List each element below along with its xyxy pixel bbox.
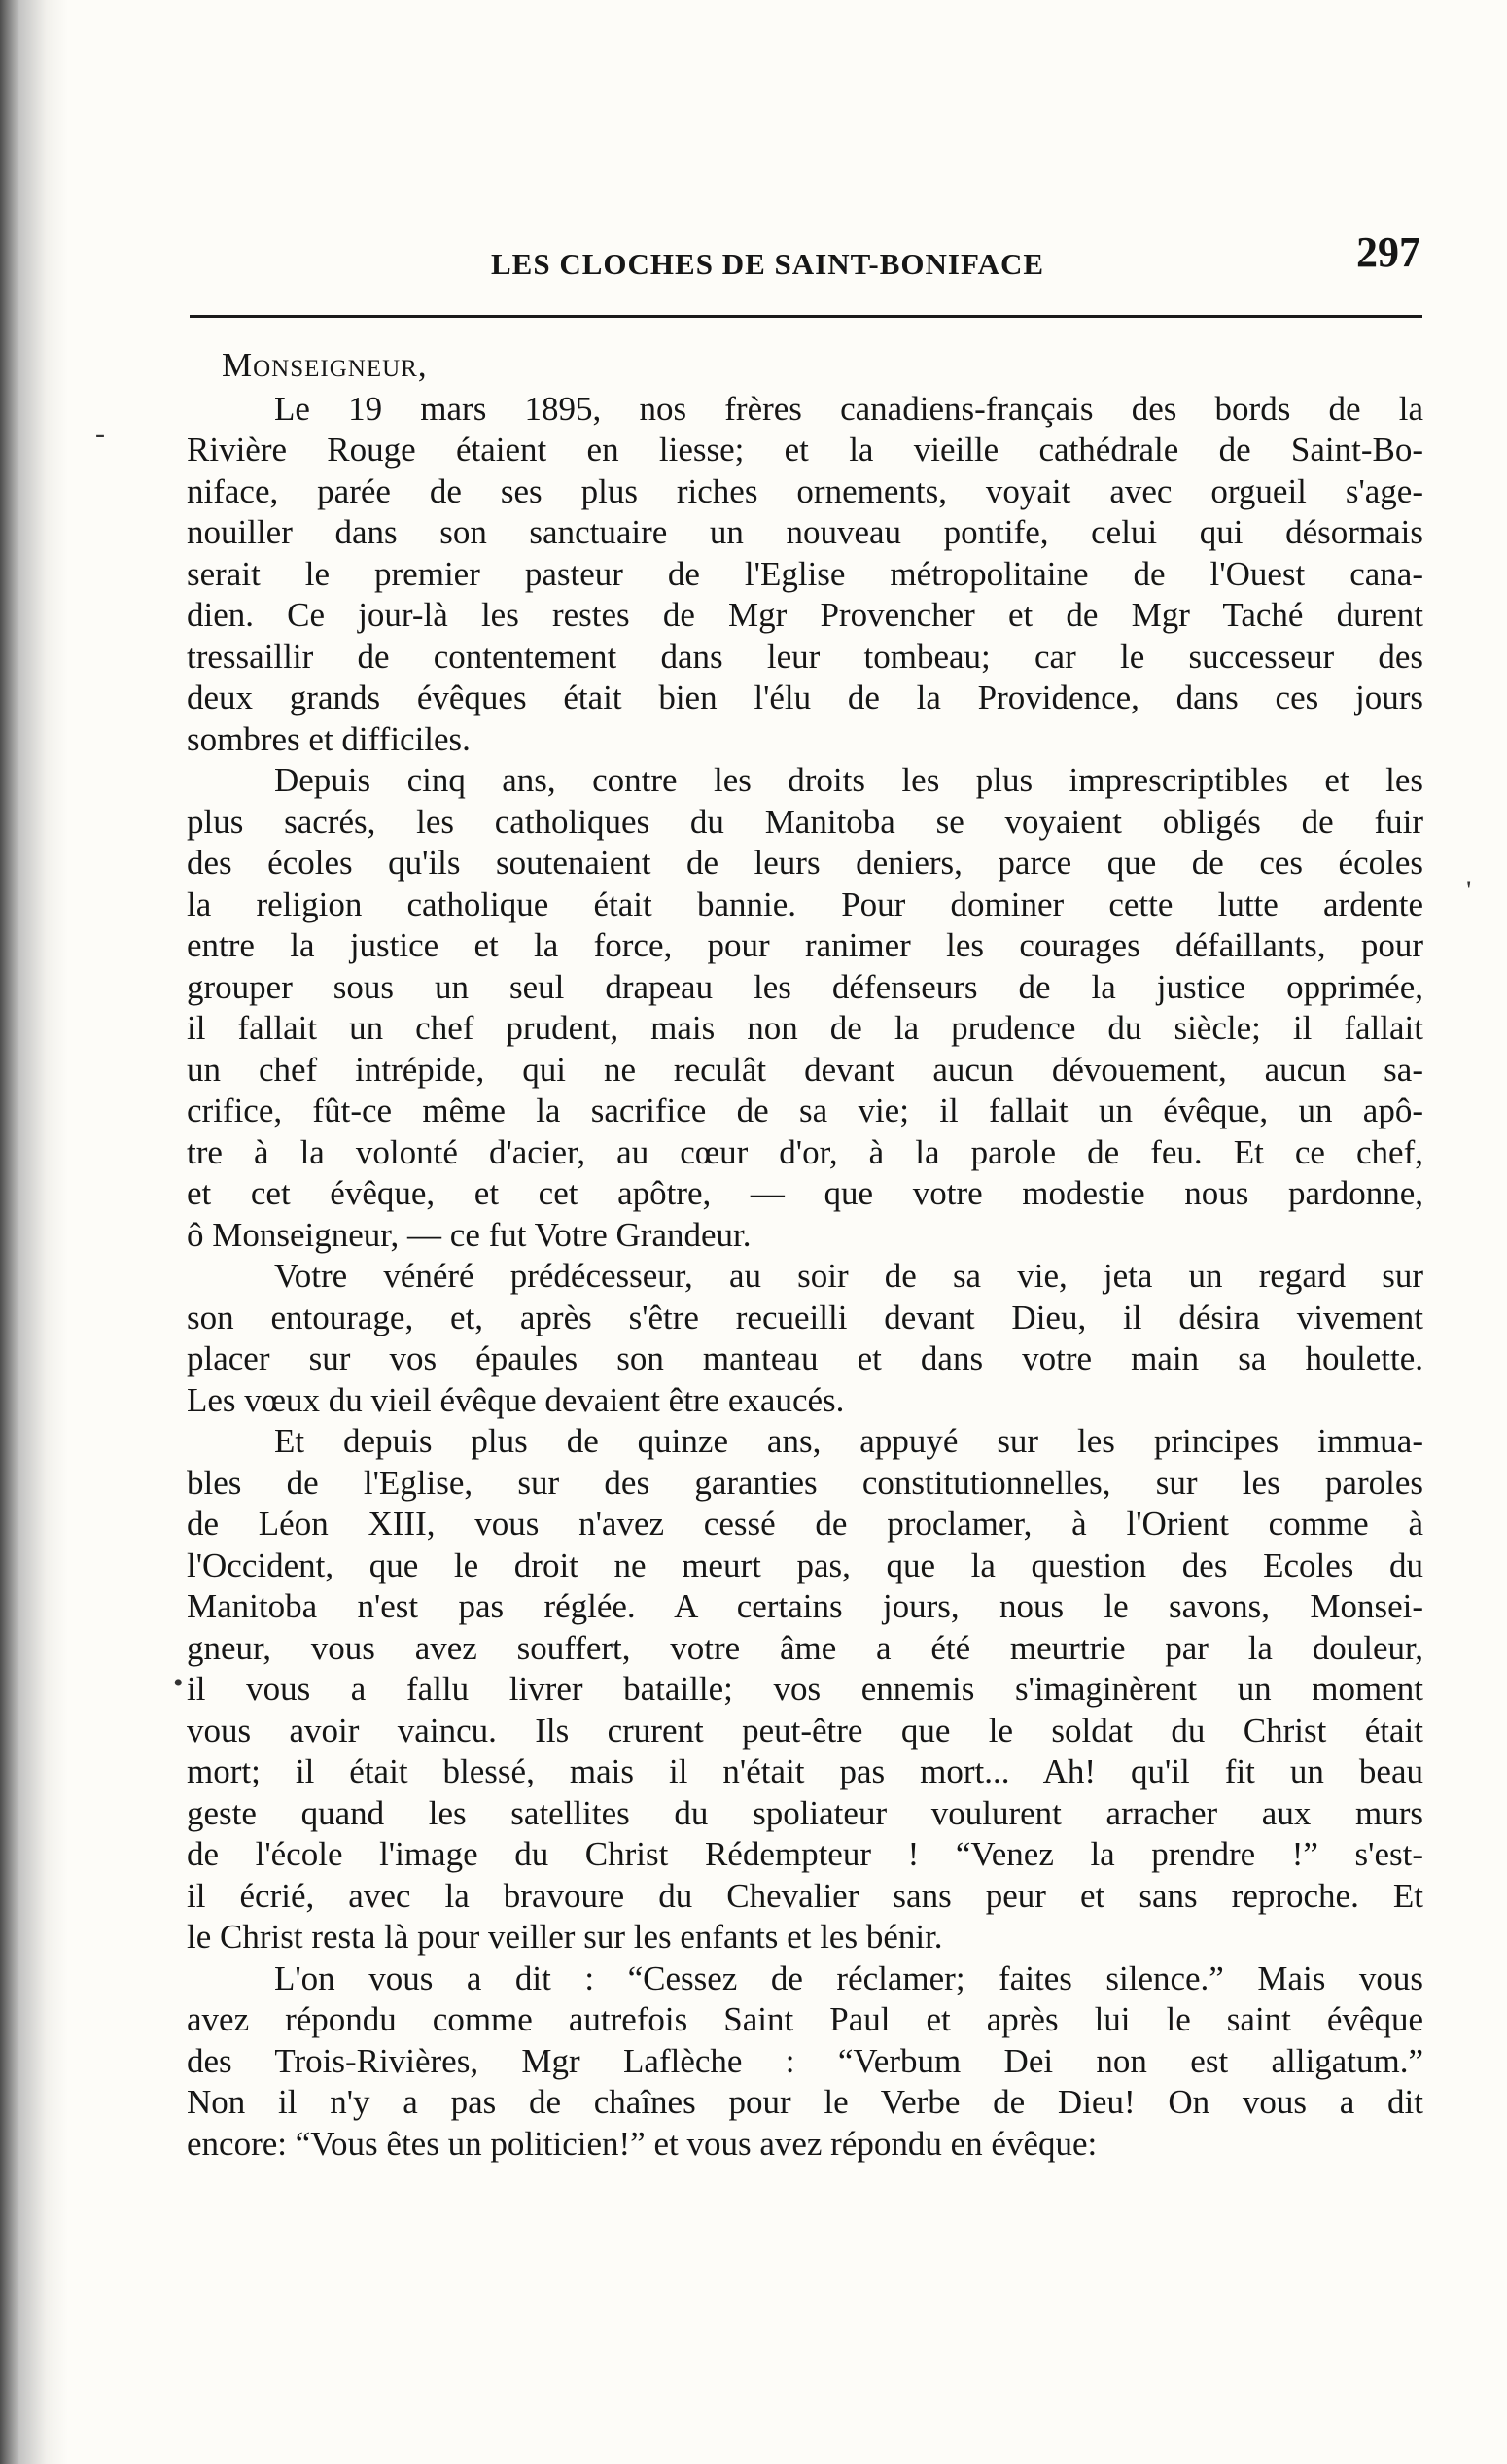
text-line: crifice, fût-ce même la sacrifice de sa vie; il fallait un évêque, un apô- [187, 1092, 1423, 1129]
text-line: Et depuis plus de quinze ans, appuyé sur les principes immua- [274, 1422, 1423, 1460]
text-line: il fallait un chef prudent, mais non de la prudence du siècle; il fallait [187, 1009, 1423, 1047]
text-line: dien. Ce jour-là les restes de Mgr Provencher et de Mgr Taché durent [187, 596, 1423, 634]
text-line: geste quand les satellites du spoliateur voulurent arracher aux murs [187, 1793, 1423, 1832]
text-line: entre la justice et la force, pour ranimer les courages défaillants, pour [187, 926, 1423, 964]
running-title: LES CLOCHES DE SAINT-BONIFACE [491, 247, 1045, 281]
text-line: avez répondu comme autrefois Saint Paul et après lui le saint évêque [187, 2000, 1423, 2038]
header-rule [190, 315, 1422, 318]
text-line: tre à la volonté d'acier, au cœur d'or, à la parole de feu. Et ce chef, [187, 1132, 1423, 1171]
text-line: le Christ resta là pour veiller sur les enfants et les bénir. [187, 1918, 943, 1956]
text-line: des Trois-Rivières, Mgr Laflèche : “Verbum Dei non est alligatum.” [187, 2041, 1423, 2080]
text-line: Rivière Rouge étaient en liesse; et la vieille cathédrale de Saint-Bo- [187, 431, 1423, 469]
paragraph [187, 1421, 1423, 1959]
text-line: de l'école l'image du Christ Rédempteur ! “Venez la prendre !” s'est- [187, 1835, 1423, 1873]
text-line: deux grands évêques était bien l'élu de la Providence, dans ces jours [187, 678, 1423, 716]
text-line: il vous a fallu livrer bataille; vos ennemis s'imaginèrent un moment [187, 1670, 1423, 1708]
text-line: tressaillir de contentement dans leur tombeau; car le successeur des [187, 637, 1423, 676]
paragraph [187, 389, 1423, 761]
page-number: 297 [1356, 228, 1420, 276]
text-line: Le 19 mars 1895, nos frères canadiens-français des bords de la [274, 389, 1423, 428]
text-line: Votre vénéré prédécesseur, au soir de sa vie, jeta un regard sur [274, 1257, 1423, 1295]
text-line: la religion catholique était bannie. Pour dominer cette lutte ardente [187, 885, 1423, 923]
page-binding-shadow [0, 0, 68, 2464]
text-line: grouper sous un seul drapeau les défenseurs de la justice opprimée, [187, 967, 1423, 1006]
margin-mark: - [95, 418, 105, 450]
text-line: et cet évêque, et cet apôtre, — que votre modestie nous pardonne, [187, 1174, 1423, 1212]
text-line: placer sur vos épaules son manteau et dans votre main sa houlette. [187, 1339, 1423, 1377]
salutation: Monseigneur, [222, 346, 428, 384]
text-line: des écoles qu'ils soutenaient de leurs deniers, parce que de ces écoles [187, 844, 1423, 882]
body-text [187, 345, 1423, 2165]
text-line: Non il n'y a pas de chaînes pour le Verbe de Dieu! On vous a dit [187, 2083, 1423, 2121]
text-line: L'on vous a dit : “Cessez de réclamer; faites silence.” Mais vous [274, 1959, 1423, 1997]
text-line: vous avoir vaincu. Ils crurent peut-être que le soldat du Christ était [187, 1711, 1423, 1750]
page-header [190, 226, 1424, 284]
text-line: niface, parée de ses plus riches ornements, voyait avec orgueil s'age- [187, 471, 1423, 510]
text-line: bles de l'Eglise, sur des garanties constitutionnelles, sur les paroles [187, 1463, 1423, 1502]
text-line: Depuis cinq ans, contre les droits les plus imprescriptibles et les [274, 761, 1423, 799]
paragraph [187, 1256, 1423, 1421]
text-line: son entourage, et, après s'être recueilli devant Dieu, il désira vivement [187, 1298, 1423, 1336]
text-line: Les vœux du vieil évêque devaient être exaucés. [187, 1380, 845, 1419]
margin-mark: • [173, 1667, 184, 1699]
text-line: ô Monseigneur, — ce fut Votre Grandeur. [187, 1215, 752, 1254]
text-line: mort; il était blessé, mais il n'était pas mort... Ah! qu'il fit un beau [187, 1753, 1423, 1790]
text-line: serait le premier pasteur de l'Eglise métropolitaine de l'Ouest cana- [187, 554, 1423, 593]
text-line: gneur, vous avez souffert, votre âme a été meurtrie par la douleur, [187, 1628, 1423, 1667]
text-line: encore: “Vous êtes un politicien!” et vous avez répondu en évêque: [187, 2124, 1098, 2163]
text-line: Manitoba n'est pas réglée. A certains jours, nous le savons, Monsei- [187, 1587, 1423, 1625]
text-line: sombres et difficiles. [187, 719, 471, 758]
text-line: de Léon XIII, vous n'avez cessé de proclamer, à l'Orient comme à [187, 1505, 1423, 1543]
margin-mark: ' [1466, 875, 1472, 907]
paragraph [187, 1959, 1423, 2166]
text-line: un chef intrépide, qui ne reculât devant aucun dévouement, aucun sa- [187, 1050, 1423, 1089]
paragraph [187, 760, 1423, 1256]
text-line: il écrié, avec la bravoure du Chevalier sans peur et sans reproche. Et [187, 1876, 1423, 1915]
text-line: l'Occident, que le droit ne meurt pas, que la question des Ecoles du [187, 1545, 1423, 1584]
text-line: plus sacrés, les catholiques du Manitoba se voyaient obligés de fuir [187, 802, 1423, 841]
text-line: nouiller dans son sanctuaire un nouveau pontife, celui qui désormais [187, 513, 1423, 551]
